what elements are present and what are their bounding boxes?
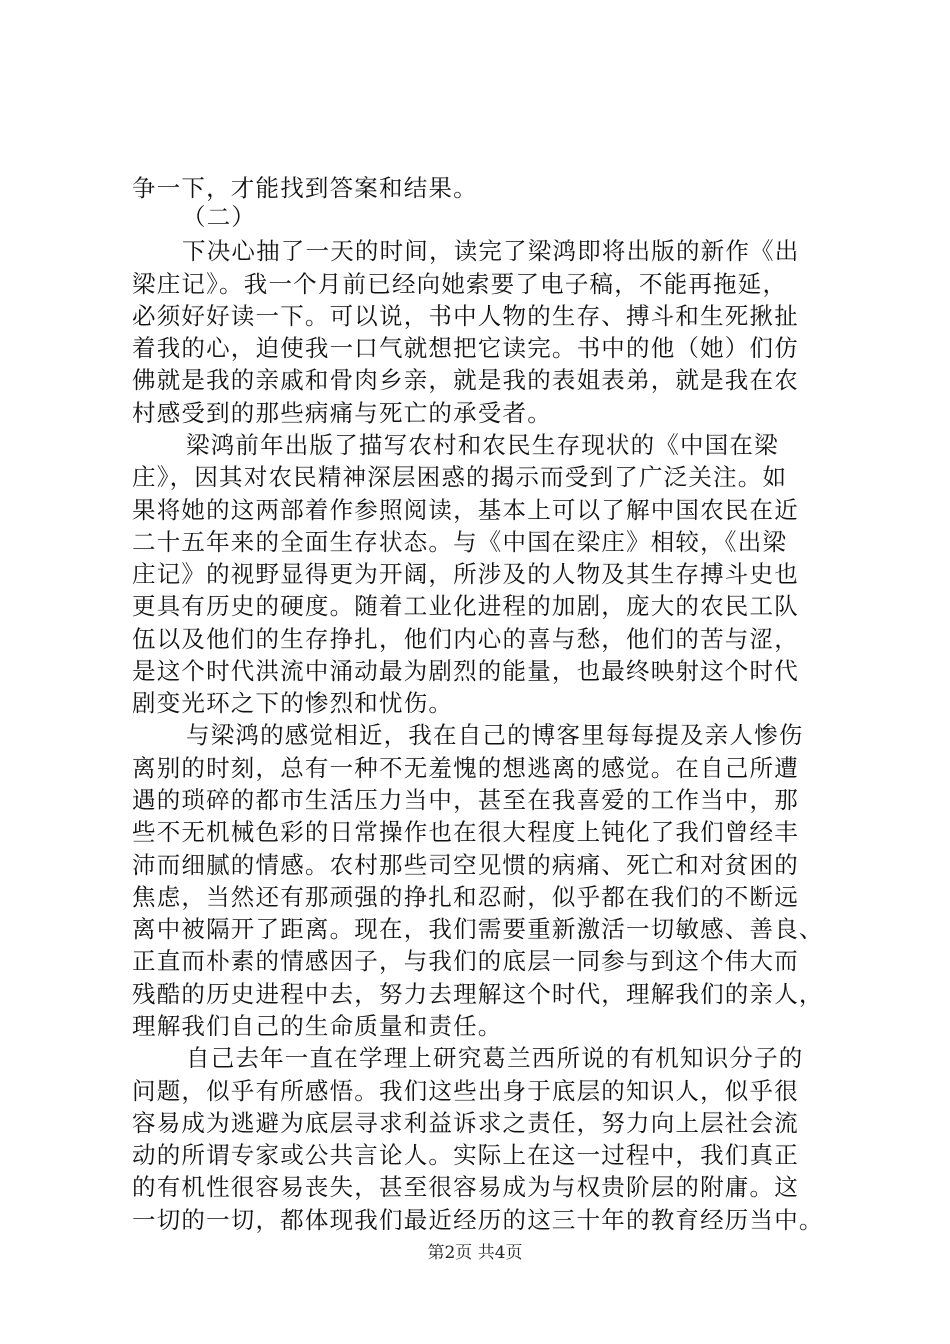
- text-line: 梁庄记》。我一个月前已经向她索要了电子稿，不能再拖延，: [132, 270, 788, 298]
- text-line: 更具有历史的硬度。随着工业化进程的加剧，庞大的农民工队: [132, 592, 799, 620]
- text-line: 二十五年来的全面生存状态。与《中国在梁庄》相较，《出梁: [132, 528, 788, 556]
- text-line: 下决心抽了一天的时间，读完了梁鸿即将出版的新作《出: [182, 237, 800, 265]
- text-line: 问题，似乎有所感悟。我们这些出身于底层的知识人，似乎很: [132, 1077, 799, 1105]
- text-line: 离别的时刻，总有一种不无羞愧的想逃离的感觉。在自己所遭: [132, 754, 799, 782]
- text-line: 佛就是我的亲戚和骨肉乡亲，就是我的表姐表弟，就是我在农: [132, 366, 799, 394]
- text-line: 剧变光环之下的惨烈和忧伤。: [132, 689, 454, 717]
- text-line: 庄》，因其对农民精神深层困惑的揭示而受到了广泛关注。如: [132, 463, 788, 491]
- text-line: 的有机性很容易丧失，甚至很容易成为与权贵阶层的附庸。这: [132, 1173, 799, 1201]
- text-line: 争一下，才能找到答案和结果。: [132, 174, 478, 202]
- text-line: 沛而细腻的情感。农村那些司空见惯的病痛、死亡和对贫困的: [132, 851, 799, 879]
- text-line: 梁鸿前年出版了描写农村和农民生存现状的《中国在梁: [186, 431, 779, 459]
- text-line: 容易成为逃避为底层寻求利益诉求之责任，努力向上层社会流: [132, 1109, 799, 1137]
- page-number-footer: 第2页 共4页: [427, 1243, 523, 1263]
- text-line: 离中被隔开了距离。现在，我们需要重新激活一切敏感、善良、: [132, 915, 824, 943]
- text-line: 伍以及他们的生存挣扎，他们内心的喜与愁，他们的苦与涩，: [132, 625, 799, 653]
- text-line: 焦虑，当然还有那顽强的挣扎和忍耐，似乎都在我们的不断远: [132, 883, 799, 911]
- text-line: 正直而朴素的情感因子，与我们的底层一同参与到这个伟大而: [132, 947, 799, 975]
- text-line: 着我的心，迫使我一口气就想把它读完。书中的他（她）们仿: [132, 334, 799, 362]
- text-line: 自己去年一直在学理上研究葛兰西所说的有机知识分子的: [186, 1044, 804, 1072]
- text-line: 村感受到的那些病痛与死亡的承受者。: [132, 399, 552, 427]
- text-line: 些不无机械色彩的日常操作也在很大程度上钝化了我们曾经丰: [132, 818, 799, 846]
- text-line: 庄记》的视野显得更为开阔，所涉及的人物及其生存搏斗史也: [132, 560, 799, 588]
- section-heading: （二）: [182, 203, 257, 231]
- text-line: 动的所谓专家或公共言论人。实际上在这一过程中，我们真正: [132, 1141, 799, 1169]
- text-line: 必须好好读一下。可以说，书中人物的生存、搏斗和生死揪扯: [132, 302, 799, 330]
- text-line: 是这个时代洪流中涌动最为剧烈的能量，也最终映射这个时代: [132, 657, 799, 685]
- text-line: 理解我们自己的生命质量和责任。: [132, 1012, 503, 1040]
- text-line: 一切的一切，都体现我们最近经历的这三十年的教育经历当中。: [132, 1206, 824, 1234]
- text-line: 残酷的历史进程中去，努力去理解这个时代，理解我们的亲人，: [132, 980, 824, 1008]
- text-line: 遇的琐碎的都市生活压力当中，甚至在我喜爱的工作当中，那: [132, 786, 799, 814]
- text-line: 与梁鸿的感觉相近，我在自己的博客里每每提及亲人惨伤: [186, 721, 804, 749]
- text-line: 果将她的这两部着作参照阅读，基本上可以了解中国农民在近: [132, 496, 799, 524]
